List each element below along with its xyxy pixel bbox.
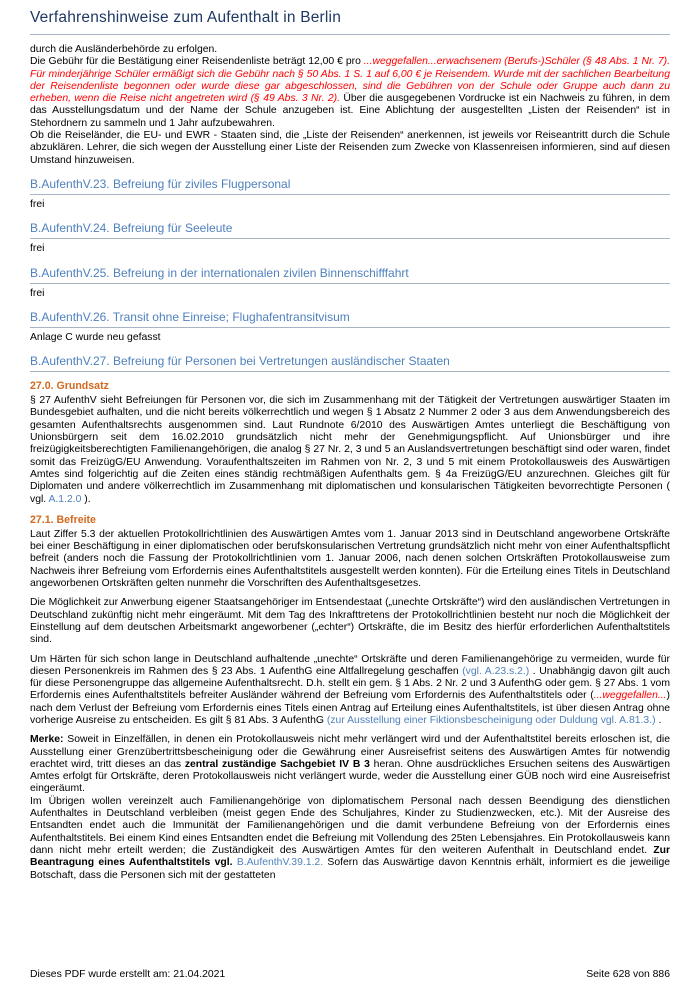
section-heading: B.AufenthV.24. Befreiung für Seeleute — [30, 221, 670, 239]
paragraph-authority-note — [30, 44, 670, 56]
text-run: Ob die Reiseländer, die EU- und EWR - Staaten sind, die „Liste der Reisenden“ anerkennen, ist jeweils vor Reiseantritt durch die Schule abzuklären. Lehrer, die sich wegen der Ausstellung einer Liste der Reisenden zum Zwecke von Klassenreisen informieren, sind auf diesen Umstand hinzuweisen. — [30, 130, 670, 166]
paragraph-grundsatz — [30, 395, 670, 506]
text-run: zentral zuständige Sachgebiet IV B 3 — [184, 758, 370, 770]
text-run: Merke: — [30, 734, 64, 746]
text-run: Zur Beantragung eines Aufenthaltstitels vgl. — [30, 844, 670, 869]
text-run: durch die Ausländerbehörde zu erfolgen. — [30, 44, 218, 55]
section-heading: B.AufenthV.26. Transit ohne Einreise; Flughafentransitvisum — [30, 310, 670, 328]
text-run: heran. Ohne ausdrückliches Ersuchen seitens des Auswärtigen Amtes erfolgt für Ortskräfte, deren Protokollausweis nicht verlängert wurde, weder die Ausstellung einer GÜB noch wird eine Ausreisefrist eingeräumt. — [30, 758, 670, 795]
section-heading: B.AufenthV.23. Befreiung für ziviles Flugpersonal — [30, 177, 670, 195]
text-run: ) nach dem Verlust der Befreiung vom Erfordernis eines Titels einen Antrag auf Erteilung eines Aufenthaltstitels, ist über diesen Antrag ohne vorherige Ausreise zu entscheiden. Es gilt § 81 Abs. 3 AufenthG — [30, 690, 670, 726]
paragraph-befreite-3 — [30, 654, 670, 728]
paragraph-travel-list-fees — [30, 56, 670, 130]
text-run: § 27 AufenthV sieht Befreiungen für Personen vor, die sich im Zusammenhang mit der Tätigkeit der Vertretungen auswärtiger Staaten im Bundesgebiet aufhalten, und die nicht bereits völkerrechtlich und wegen § 1 Absatz 2 Nummer 2 oder 3 aus dem Anwendungsbereich des gesamten Aufenthaltsrechts ausgenommen sind. Laut Rundnote 6/2010 des Auswärtigen Amtes unterliegt die Beschäftigung von Unionsbürgern seit dem 16.02.2010 grundsätzlich nicht mehr der Genehmigungspflicht. Auf Unionsbürger und ihre freizügigkeitsberechtigten Familienangehörigen, die analog § 27 Nr. 2, 3 und 5 an Auslandsvertretungen beschäftigt sind oder waren, findet somit das FreizügG/EU Anwendung. Voraufenthaltszeiten im Rahmen von Nr. 2, 3 und 5 mit einem Protokollausweis des Auswärtigen Amtes sind folgerichtig auf die Zeiten eines ständig rechtmäßigen Aufenthalts gem. § 4a FreizügG/EU anzurechnen. Gleiches gilt für Diplomaten und andere völkerrechtlich im Zusammenhang mit diplomatischen und konsularischen Tätigkeiten bevorrechtigte Personen ( vgl. — [30, 395, 670, 505]
section-aufenthv-24 — [30, 221, 670, 255]
subsection-heading-grundsatz: 27.0. Grundsatz — [30, 380, 109, 393]
section-heading: B.AufenthV.25. Befreiung in der internationalen zivilen Binnenschifffahrt — [30, 266, 670, 284]
section-body: Anlage C wurde neu gefasst — [30, 331, 161, 343]
text-run: Über die ausgegebenen Vordrucke ist ein Nachweis zu führen, in dem das Ausstellungsdatum und der Name der Schule anzugeben ist. Eine Ablichtung der ausgestellten „Listen der Reisenden“ ist in Stehordnern zu sammeln und 1 Jahr aufzubewahren. — [30, 93, 670, 129]
text-run: Soweit in Einzelfällen, in denen ein Protokollausweis nicht mehr verlängert wird und der Aufenthaltstitel bereits erloschen ist, die Ausstellung einer Grenzübertrittsbescheinigung oder die Gewährung einer Ausreisefrist seitens des Auswärtigen Amtes für notwendig erachtet wird, tritt dieses an das — [30, 734, 670, 770]
cross-reference-link[interactable]: A.1.2.0 — [48, 493, 82, 505]
footer-page-number: Seite 628 von 886 — [586, 969, 670, 980]
paragraph-merke — [30, 734, 670, 795]
cross-reference-link[interactable]: (vgl. A.23.s.2.) — [462, 665, 530, 677]
paragraph-befreite-2 — [30, 597, 670, 646]
footer-created-date: Dieses PDF wurde erstellt am: 21.04.2021 — [30, 969, 226, 980]
paragraph-befreite-1 — [30, 529, 670, 590]
text-run: ). — [81, 493, 91, 505]
section-body: frei — [30, 198, 45, 210]
section-heading: B.AufenthV.27. Befreiung für Personen bei Vertretungen ausländischer Staaten — [30, 354, 670, 372]
cross-reference-link[interactable]: B.AufenthV.39.1.2. — [236, 857, 324, 869]
cross-reference-link[interactable]: (zur Ausstellung einer Fiktionsbescheinigung oder Duldung vgl. A.81.3.) — [326, 714, 656, 726]
paragraph-familienangehoerige — [30, 796, 670, 882]
text-run: Die Möglichkeit zur Anwerbung eigener Staatsangehöriger im Entsendestaat („unechte Ortskräfte“) wird den ausländischen Vertretungen in Deutschland zukünftig nicht mehr eingeräumt. Mit dem Tag des Inkrafttretens der Protokollrichtlinien besteht nur noch die Möglichkeit der Einstellung auf dem deutschen Arbeitsmarkt angeworbener („echter“) Ortskräfte, die im Besitz des hierfür erforderlichen Aufenthaltstitels sind. — [30, 597, 670, 646]
section-body: frei — [30, 287, 45, 299]
text-run: . — [655, 714, 662, 726]
section-aufenthv-23 — [30, 177, 670, 211]
section-body: frei — [30, 243, 45, 255]
text-run: Laut Ziffer 5.3 der aktuellen Protokollrichtlinien des Auswärtigen Amtes vom 1. Januar 2013 sind in Deutschland angeworbene Ortskräfte bei einer Beschäftigung in einer diplomatischen oder berufskonsularischen Vertretung grundsätzlich nicht mehr von einer Aufenthaltspflicht befreit (anders noch die Fassung der Protokollrichtlinien vom 1. Januar 2006, nach denen solchen Ortskräften Protokollausweise zum Nachweis ihrer Befreiung vom Erfordernis eines Aufenthaltstitels ausgestellt werden konnten). Für die Erteilung eines Titels in Deutschland angeworbenen Ortskräften gelten nunmehr die Vorschriften des Aufenthaltsgesetzes. — [30, 528, 670, 590]
text-run: ...weggefallen...erwachsenem (Berufs-)Schüler (§ 48 Abs. 1 Nr. 7). Für minderjährige Schüler ermäßigt sich die Gebühr nach § 50 Abs. 1 S. 1 auf 6,00 € je Reisendem. Wurde mit der sachlichen Bearbeitung der Reisendenliste begonnen oder wurde diese gar abgeschlossen, sind die Gebühren von der Schule oder Gruppe auch dann zu erheben, wenn die Reise nicht angetreten wird (§ 49 Abs. 3 Nr. 2). — [30, 56, 670, 105]
text-run: Sofern das Auswärtige davon Kenntnis erhält, informiert es die jeweilige Botschaft, dass die Personen sich mit der gestatteten — [30, 857, 670, 881]
section-aufenthv-27 — [30, 354, 670, 882]
text-run: ...weggefallen... — [593, 690, 667, 702]
section-aufenthv-26 — [30, 310, 670, 344]
text-run: Im Übrigen wollen vereinzelt auch Familienangehörige von diplomatischem Personal nach dessen Beendigung des dienstlichen Aufenthaltes in Deutschland verbleiben (meist gegen Ende des Schuljahres, Kinder zu Studienzwecken, etc.). Mit der Ausreise des Entsandten endet auch die Immunität der Familienangehörigen und die damit verbundene Befreiung von der Erfordernis eines Aufenthaltstitels. Bei einem Kind eines Entsandten endet die Befreiung mit Vollendung des 25ten Lebensjahres. Ein Protokollausweis kann dann nicht mehr erteilt werden; die Zuständigkeit des Auswärtigen Amtes für den weiteren Aufenthalt in Deutschland endet. — [30, 795, 670, 856]
paragraph-travel-countries — [30, 130, 670, 167]
text-run: Um Härten für sich schon lange in Deutschland aufhaltende „unechte“ Ortskräfte und deren Familienangehörige zu vermeiden, wurde für diesen Personenkreis im Rahmen des § 23 Abs. 1 AufenthG eine Altfallregelung geschaffen — [30, 653, 670, 677]
page-footer — [30, 958, 670, 980]
text-run: . Unabhängig davon gilt auch für diese Personengruppe das allgemeine Aufenthaltsrecht. D.h. stellt ein gem. § 1 Abs. 2 Nr. 2 und 3 AufenthG oder gem. § 27 Abs. 1 vom Erfordernis eines Aufenthaltstitels befreiter Ausländer während der Befreiung vom Erfordernis des Aufenthaltstitels oder ( — [30, 665, 670, 702]
subsection-heading-befreite: 27.1. Befreite — [30, 513, 96, 526]
page-title: Verfahrenshinweise zum Aufenthalt in Berlin — [30, 9, 670, 35]
text-run: Die Gebühr für die Bestätigung einer Reisendenliste beträgt 12,00 € pro — [30, 56, 364, 68]
section-aufenthv-25 — [30, 266, 670, 300]
